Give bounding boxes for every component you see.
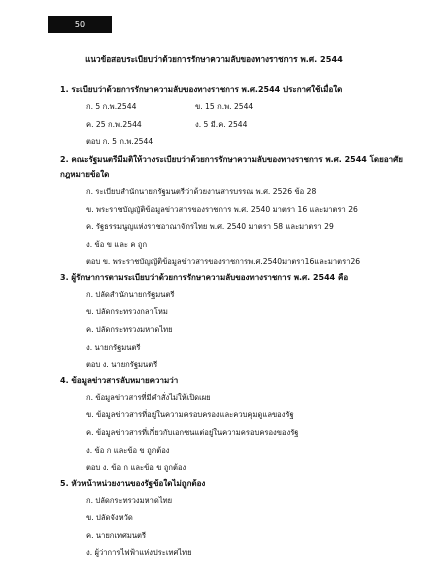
q2-option-a: ก. ระเบียบสำนักนายกรัฐมนตรีว่าด้วยงานสารบรรณ พ.ศ. 2526 ข้อ 28	[86, 187, 317, 196]
q5-option-c: ค. นายกเทศมนตรี	[86, 531, 147, 540]
q1-option-d: ง. 5 มี.ค. 2544	[195, 120, 248, 129]
q2-answer: ตอบ ข. พระราชบัญญัติข้อมูลข่าวสารของราชการพ.ศ.2540มาตรา16และมาตรา26	[86, 257, 361, 266]
page-number-box	[48, 16, 112, 33]
question-5: 5. หัวหน้าหน่วยงานของรัฐข้อใดไม่ถูกต้อง	[60, 479, 206, 488]
q1-option-c: ค. 25 ก.พ.2544	[86, 120, 142, 129]
q3-answer: ตอบ ง. นายกรัฐมนตรี	[86, 360, 158, 369]
q4-option-d: ง. ข้อ ก และข้อ ข ถูกต้อง	[86, 446, 170, 455]
q1-answer: ตอบ ก. 5 ก.พ.2544	[86, 137, 154, 146]
q2-option-b: ข. พระราชบัญญัติข้อมูลข่าวสารของราชการ พ.ศ. 2540 มาตรา 16 และมาตรา 26	[86, 205, 358, 214]
q1-option-a: ก. 5 ก.พ.2544	[86, 102, 137, 111]
q5-option-b: ข. ปลัดจังหวัด	[86, 513, 133, 522]
q3-option-b: ข. ปลัดกระทรวงกลาโหม	[86, 307, 168, 316]
q4-option-c: ค. ข้อมูลข่าวสารที่เกี่ยวกับเอกชนแต่อยู่ในความครอบครองของรัฐ	[86, 428, 299, 437]
question-2-line-1: 2. คณะรัฐมนตรีมีมติให้วางระเบียบว่าด้วยการรักษาความลับของทางราชการ พ.ศ. 2544 โดยอาศัย	[60, 155, 403, 164]
question-4: 4. ข้อมูลข่าวสารลับหมายความว่า	[60, 376, 179, 385]
q4-option-a: ก. ข้อมูลข่าวสารที่มีคำสั่งไม่ให้เปิดเผย	[86, 393, 211, 402]
q5-option-d: ง. ผู้ว่าการไฟฟ้าแห่งประเทศไทย	[86, 548, 192, 557]
question-1: 1. ระเบียบว่าด้วยการรักษาความลับของทางราชการ พ.ศ.2544 ประกาศใช้เมื่อใด	[60, 85, 343, 94]
question-3: 3. ผู้รักษาการตามระเบียบว่าด้วยการรักษาความลับของทางราชการ พ.ศ. 2544 คือ	[60, 273, 349, 282]
q3-option-d: ง. นายกรัฐมนตรี	[86, 343, 141, 352]
q3-option-a: ก. ปลัดสำนักนายกรัฐมนตรี	[86, 290, 175, 299]
q3-option-c: ค. ปลัดกระทรวงมหาดไทย	[86, 325, 173, 334]
q4-option-b: ข. ข้อมูลข่าวสารที่อยู่ในความครอบครองและควบคุมดูแลของรัฐ	[86, 410, 294, 419]
q5-option-a: ก. ปลัดกระทรวงมหาดไทย	[86, 496, 173, 505]
q2-option-c: ค. รัฐธรรมนูญแห่งราชอาณาจักรไทย พ.ศ. 2540 มาตรา 58 และมาตรา 29	[86, 222, 334, 231]
q2-option-d: ง. ข้อ ข และ ค ถูก	[86, 240, 148, 249]
q1-option-b: ข. 15 ก.พ. 2544	[195, 102, 254, 111]
page-number: 50	[74, 20, 86, 29]
question-2-line-2: กฎหมายข้อใด	[60, 170, 110, 179]
document-title: แนวข้อสอบระเบียบว่าด้วยการรักษาความลับของทางราชการ พ.ศ. 2544	[85, 54, 343, 64]
q4-answer: ตอบ ง. ข้อ ก และข้อ ข ถูกต้อง	[86, 463, 187, 472]
